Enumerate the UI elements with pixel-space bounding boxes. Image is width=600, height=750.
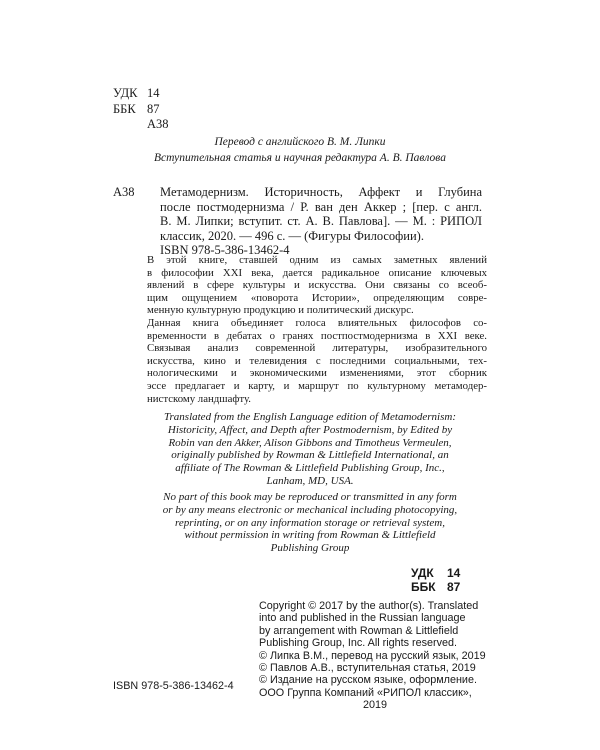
classification-block-right [411, 566, 460, 594]
copyright-line: 2019 [362, 699, 388, 712]
bbk-value: 87 [147, 101, 160, 116]
bbk-value-right: 87 [447, 580, 461, 594]
annotation-line: Данная книга объединяет голоса влиятельных философов со- [147, 316, 487, 329]
isbn-bottom: ISBN 978-5-386-13462-4 [113, 680, 234, 692]
rights-note [130, 491, 490, 555]
copyright-line: Publishing Group, Inc. All rights reserved. [259, 637, 458, 650]
annotation-line: нологическими и экономическими изменениями, этот сборник [147, 367, 487, 380]
bbk-label: ББК [113, 101, 136, 116]
bbk-line-right [411, 580, 460, 594]
annotation-line: искусства, кино и телевидения с последними социальными, тех- [147, 354, 487, 367]
annotation-line: в философии XXI века, дается радикальное описание ключевых [147, 266, 487, 279]
source-note-line: affiliate of The Rowman & Littlefield Publishing Group, Inc., [175, 462, 445, 475]
udk-value-right: 14 [447, 566, 461, 580]
author-code: А38 [147, 117, 169, 131]
bib-line: Метамодернизм. Историчность, Аффект и Глубина [160, 185, 482, 199]
annotation-line: В этой книге, ставшей одним из самых заметных явлений [147, 254, 487, 266]
classification-block [113, 86, 169, 133]
copyright-line: by arrangement with Rowman & Littlefield [259, 624, 459, 637]
copyright-line: into and published in the Russian language [259, 612, 466, 625]
bib-line: после постмодернизма / Р. ван ден Аккер ; [пер. с англ. [160, 199, 482, 214]
isbn: ISBN 978-5-386-13462-4 [160, 243, 290, 257]
copyright-line: © Липка В.М., перевод на русский язык, 2019 [259, 649, 486, 662]
annotation-line: менную культурную продукцию и политический дискурс. [147, 304, 414, 317]
bbk-line [113, 102, 169, 118]
copyright-line: Copyright © 2017 by the author(s). Translated [259, 600, 479, 612]
bibliographic-entry [160, 185, 482, 243]
catalog-code: А38 [113, 185, 135, 199]
annotation-line: щим ощущением «поворота Истории», определяющим совре- [147, 291, 487, 304]
source-note-line: Translated from the English Language edition of Metamodernism: [164, 411, 456, 423]
source-note-line: Robin van den Akker, Alison Gibbons and Timotheus Vermeulen, [168, 436, 452, 449]
rights-note-line: reprinting, or on any information storage or retrieval system, [175, 516, 445, 529]
copyright-line: © Павлов А.В., вступительная статья, 2019 [259, 662, 476, 675]
annotation-line: временности в дебатах о гранях постпостмодернизма в XXI веке. [147, 329, 487, 342]
udk-label-right: УДК [411, 566, 434, 580]
source-note-line: Historicity, Affect, and Depth after Postmodernism, by Edited by [167, 423, 453, 436]
editor-credit: Вступительная статья и научная редактура А. В. Павлова [154, 152, 446, 164]
source-note [130, 411, 490, 488]
annotation-line: эссе предлагает и карту, и маршрут по культурному метамодер- [147, 379, 487, 392]
annotation-line: явлений в сфере культуры и искусства. Они связаны со всеоб- [147, 279, 487, 292]
udk-label: УДК [113, 86, 138, 100]
rights-note-line: without permission in writing from Rowman & Littlefield [184, 529, 436, 542]
rights-note-line: Publishing Group [270, 542, 350, 555]
udk-line [113, 86, 169, 102]
annotation-line: нистскому ландшафту. [147, 392, 251, 405]
rights-note-line: No part of this book may be reproduced or transmitted in any form [163, 491, 457, 503]
bbk-label-right: ББК [411, 580, 436, 594]
rights-note-line: or by any means electronic or mechanical including photocopying, [162, 503, 458, 516]
credits-block [0, 134, 600, 166]
translator-credit: Перевод с английского В. М. Липки [214, 136, 386, 148]
annotation-line: Связывая анализ современной литературы, изобразительного [147, 342, 487, 355]
annotation [147, 254, 487, 405]
udk-value: 14 [147, 86, 160, 100]
bib-line: В. М. Липки; вступит. ст. А. В. Павлова]. — М. : РИПОЛ [160, 214, 482, 228]
source-note-line: Lanham, MD, USA. [266, 474, 354, 487]
bib-line: классик, 2020. — 496 с. — (Фигуры Философии). [160, 228, 424, 243]
copyright-line: © Издание на русском языке, оформление. [259, 674, 477, 687]
udk-line-right [411, 566, 460, 580]
source-note-line: originally published by Rowman & Littlefield International, an [171, 449, 449, 462]
copyright-block [259, 600, 491, 712]
copyright-line: ООО Группа Компаний «РИПОЛ классик», [259, 686, 472, 699]
